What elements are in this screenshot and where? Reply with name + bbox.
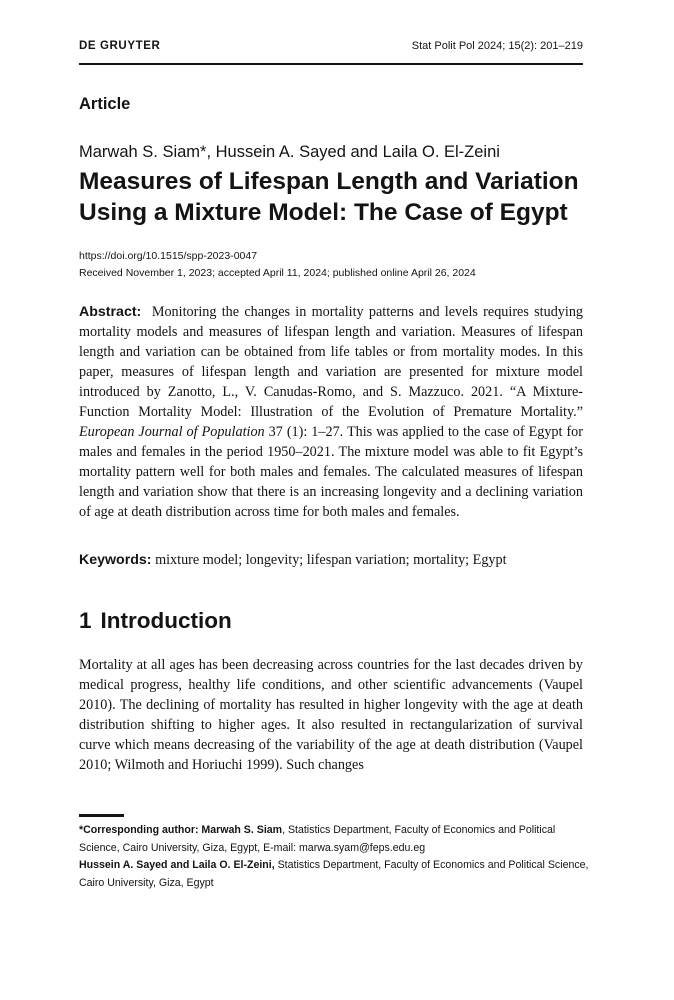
doi-link[interactable]: https://doi.org/10.1515/spp-2023-0047 — [79, 250, 258, 262]
abstract — [79, 302, 583, 522]
keywords-label: Keywords: — [79, 552, 152, 568]
abstract-text-part2: 37 (1): 1–27. This was applied to the case of Egypt for males and females in the period 1950–2021. The mixture model was able to fit Egypt’s mortality pattern well for both males and females. The calculated measures of lifespan length and variation show that there is an increasing longevity and a declining variation of age at death distribution across time for both males and females. — [79, 424, 583, 520]
section-title: Introduction — [100, 608, 232, 633]
corresponding-author-details: , Statistics Department, Faculty of Economics and Political Science, Cairo University, Giza, Egypt, E-mail: marwa.syam@feps.edu.eg — [79, 824, 556, 854]
author-list: Marwah S. Siam*, Hussein A. Sayed and Laila O. El-Zeini — [79, 143, 500, 161]
abstract-journal-name: European Journal of Population — [79, 424, 265, 440]
page-header — [79, 40, 583, 56]
section-number: 1 — [79, 608, 92, 633]
keywords — [79, 550, 583, 570]
coauthors-details: Statistics Department, Faculty of Economics and Political Science, Cairo University, Giza, Egypt — [79, 859, 589, 889]
article-title: Measures of Lifespan Length and Variation Using a Mixture Model: The Case of Egypt — [79, 168, 579, 226]
keywords-text: mixture model; longevity; lifespan variation; mortality; Egypt — [155, 552, 507, 568]
footnotes — [79, 822, 589, 892]
footnote-rule — [79, 814, 124, 817]
section-heading — [79, 608, 232, 634]
corresponding-author-label: *Corresponding author: Marwah S. Siam — [79, 824, 283, 836]
abstract-text-part1: Monitoring the changes in mortality patterns and levels requires studying mortality models and measures of lifespan length and variation. Measures of lifespan length and variation can be obtained from life tables or from mortality modes. In this paper, measures of lifespan length and variation are presented for mixture model introduced by Zanotto, L., V. Canudas-Romo, and S. Mazzuco. 2021. “A Mixture-Function Mortality Model: Illustration of the Evolution of Premature Mortality.” — [79, 304, 584, 420]
article-type-label: Article — [79, 95, 131, 113]
introduction-paragraph: Mortality at all ages has been decreasing across countries for the last decades driven by medical progress, healthy life conditions, and other scientific advancements (Vaupel 2010). The declining of mortality has resulted in higher longevity with the age at death distribution shifting to higher ages. It also resulted in rectangularization of survival curve which means decreasing of the variability of the age at death distribution (Vaupel 2010; Wilmoth and Horiuchi 1999). Such changes — [79, 657, 583, 773]
publisher-name: DE GRUYTER — [79, 40, 161, 52]
abstract-label: Abstract: — [79, 304, 142, 320]
journal-citation: Stat Polit Pol 2024; 15(2): 201–219 — [411, 40, 583, 52]
coauthors-label: Hussein A. Sayed and Laila O. El-Zeini, — [79, 859, 275, 871]
header-rule — [79, 63, 583, 65]
publication-dates: Received November 1, 2023; accepted April 11, 2024; published online April 26, 2024 — [79, 267, 476, 279]
